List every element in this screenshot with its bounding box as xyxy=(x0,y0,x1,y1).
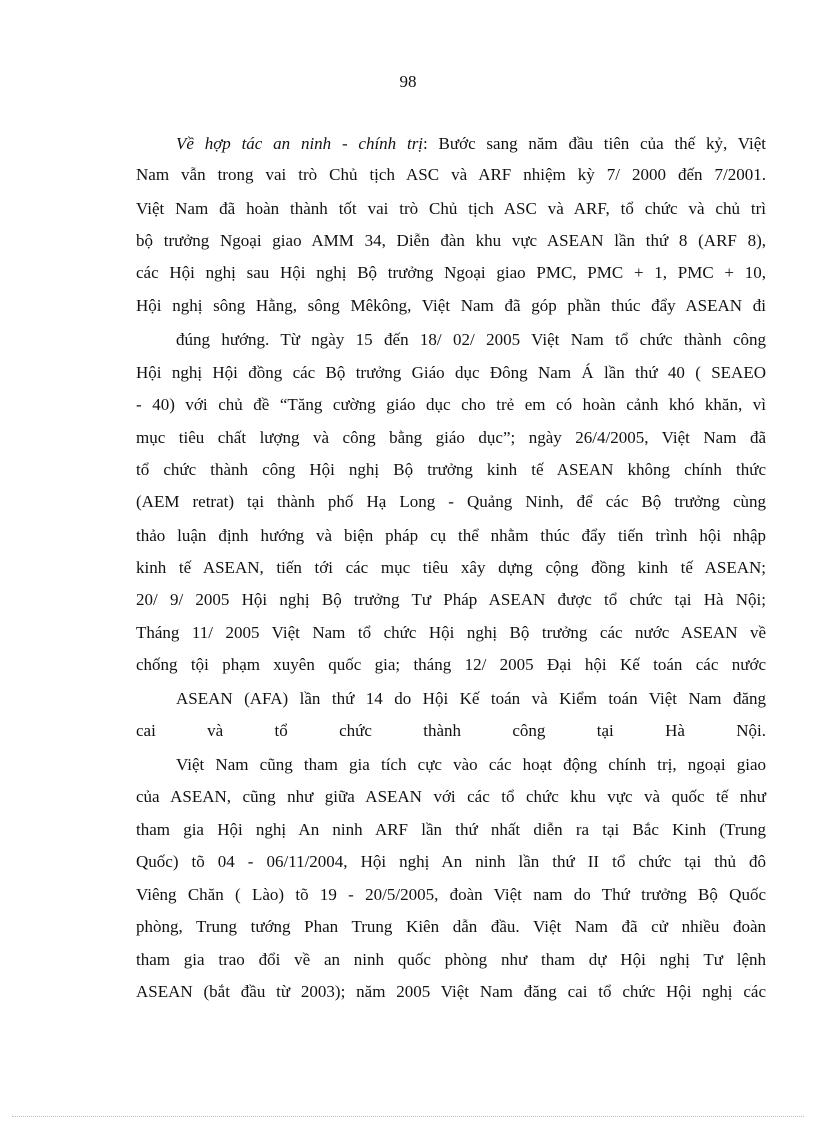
paragraph-1-line: Hội nghị sông Hằng, sông Mêkông, Việt Nam đã góp phần thúc đẩy ASEAN đi xyxy=(136,296,766,315)
section-heading-italic: Về hợp tác an ninh - chính trị xyxy=(176,134,424,153)
paragraph-1-line-1-text: : Bước sang năm đầu tiên của thế kỷ, Việt xyxy=(423,134,766,153)
paragraph-2-line: chống tội phạm xuyên quốc gia; tháng 12/ 2005 Đại hội Kế toán các nước xyxy=(136,655,766,674)
paragraph-1-line-1 xyxy=(176,129,766,159)
page-number: 98 xyxy=(399,72,417,91)
paragraph-4-line-1: Việt Nam cũng tham gia tích cực vào các hoạt động chính trị, ngoại giao xyxy=(176,755,766,774)
paragraph-1-line: bộ trưởng Ngoại giao AMM 34, Diễn đàn khu vực ASEAN lần thứ 8 (ARF 8), xyxy=(136,231,766,250)
paragraph-1-line: Việt Nam đã hoàn thành tốt vai trò Chủ tịch ASC và ARF, tổ chức và chủ trì xyxy=(136,199,766,218)
paragraph-2-line: 20/ 9/ 2005 Hội nghị Bộ trưởng Tư Pháp ASEAN được tổ chức tại Hà Nội; xyxy=(136,590,766,609)
paragraph-2-line: - 40) với chủ đề “Tăng cường giáo dục cho trẻ em có hoàn cảnh khó khăn, vì xyxy=(136,395,766,414)
paragraph-2-line: thảo luận định hướng và biện pháp cụ thể nhằm thúc đẩy tiến trình hội nhập xyxy=(136,526,766,545)
paragraph-4-line: ASEAN (bắt đầu từ 2003); năm 2005 Việt Nam đăng cai tổ chức Hội nghị các xyxy=(136,982,766,1001)
paragraph-4-line: tham gia Hội nghị An ninh ARF lần thứ nhất diễn ra tại Bắc Kinh (Trung xyxy=(136,820,766,839)
page-bottom-divider xyxy=(12,1116,804,1117)
paragraph-4-line: phòng, Trung tướng Phan Trung Kiên dẫn đầu. Việt Nam đã cử nhiều đoàn xyxy=(136,917,766,936)
paragraph-1-line: Nam vẫn trong vai trò Chủ tịch ASC và ARF nhiệm kỳ 7/ 2000 đến 7/2001. xyxy=(136,165,766,184)
paragraph-2-line: mục tiêu chất lượng và công bằng giáo dục”; ngày 26/4/2005, Việt Nam đã xyxy=(136,428,766,447)
paragraph-2-line: tổ chức thành công Hội nghị Bộ trưởng kinh tế ASEAN không chính thức xyxy=(136,460,766,479)
paragraph-2-line: kinh tế ASEAN, tiến tới các mục tiêu xây dựng cộng đồng kinh tế ASEAN; xyxy=(136,558,766,577)
paragraph-2-line: (AEM retrat) tại thành phố Hạ Long - Quảng Ninh, để các Bộ trưởng cùng xyxy=(136,492,766,511)
paragraph-3-line-1: ASEAN (AFA) lần thứ 14 do Hội Kế toán và Kiểm toán Việt Nam đăng xyxy=(176,689,766,708)
paragraph-4-line: Viêng Chăn ( Lào) tõ 19 - 20/5/2005, đoàn Việt nam do Thứ trưởng Bộ Quốc xyxy=(136,885,766,904)
paragraph-2-line: Hội nghị Hội đồng các Bộ trưởng Giáo dục Đông Nam Á lần thứ 40 ( SEAEO xyxy=(136,363,766,382)
paragraph-4-line: của ASEAN, cũng như giữa ASEAN với các tổ chức khu vực và quốc tế như xyxy=(136,787,766,806)
paragraph-4-line: tham gia trao đổi về an ninh quốc phòng như tham dự Hội nghị Tư lệnh xyxy=(136,950,766,969)
paragraph-1-line: các Hội nghị sau Hội nghị Bộ trưởng Ngoại giao PMC, PMC + 1, PMC + 10, xyxy=(136,263,766,282)
paragraph-3-line-2: cai và tổ chức thành công tại Hà Nội. xyxy=(136,721,766,740)
paragraph-2-line-1: đúng hướng. Từ ngày 15 đến 18/ 02/ 2005 Việt Nam tổ chức thành công xyxy=(176,330,766,349)
paragraph-2-line: Tháng 11/ 2005 Việt Nam tổ chức Hội nghị Bộ trưởng các nước ASEAN về xyxy=(136,623,766,642)
paragraph-4-line: Quốc) tõ 04 - 06/11/2004, Hội nghị An ninh lần thứ II tổ chức tại thủ đô xyxy=(136,852,766,871)
